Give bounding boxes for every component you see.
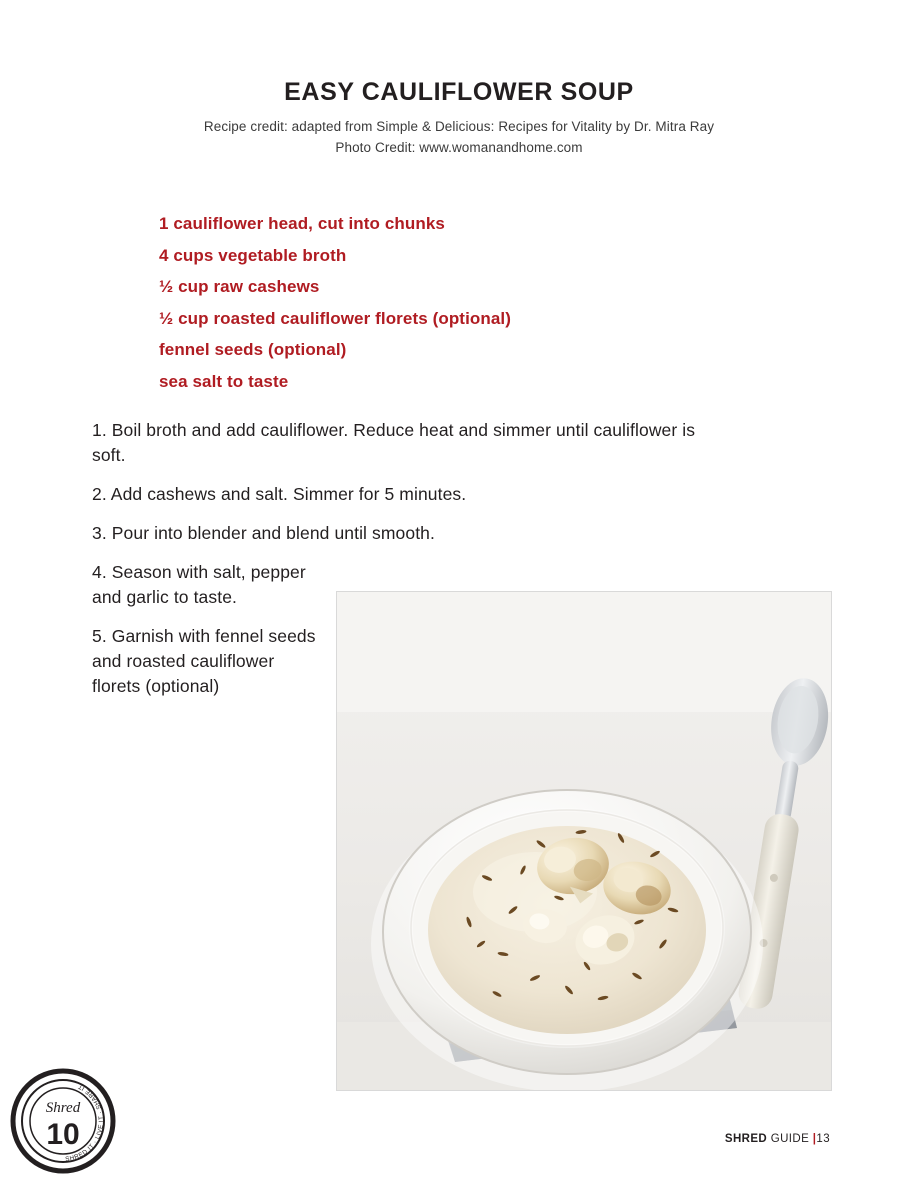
photo-credit: Photo Credit: www.womanandhome.com bbox=[335, 140, 583, 155]
ingredients-list bbox=[159, 208, 799, 397]
list-item: sea salt to taste bbox=[159, 371, 289, 391]
list-item: ½ cup roasted cauliflower florets (optional) bbox=[159, 308, 512, 328]
footer-separator: | bbox=[812, 1133, 817, 1145]
list-item: 3. Pour into blender and blend until smooth. bbox=[92, 523, 435, 543]
list-item: ½ cup raw cashews bbox=[159, 277, 320, 296]
list-item: 5. Garnish with fennel seeds and roasted cauliflower florets (optional) bbox=[92, 626, 316, 696]
list-item: 4. Season with salt, pepper and garlic to taste. bbox=[92, 562, 306, 607]
logo-number: 10 bbox=[46, 1118, 80, 1151]
page-title: EASY CAULIFLOWER SOUP bbox=[284, 78, 634, 106]
recipe-credit: Recipe credit: adapted from Simple & Delicious: Recipes for Vitality by Dr. Mitra Ray bbox=[203, 119, 715, 134]
list-item: 4 cups vegetable broth bbox=[159, 245, 347, 265]
shred-10-logo bbox=[10, 1068, 116, 1174]
list-item: 1 cauliflower head, cut into chunks bbox=[159, 214, 445, 233]
list-item: 2. Add cashews and salt. Simmer for 5 minutes. bbox=[92, 484, 467, 504]
page-footer bbox=[725, 1133, 830, 1145]
list-item: fennel seeds (optional) bbox=[159, 340, 347, 359]
logo-tagline: SHRED IT · LIVE IT · SHARE IT bbox=[64, 1082, 106, 1163]
page-number: 13 bbox=[816, 1133, 830, 1145]
logo-name: Shred bbox=[45, 1100, 81, 1116]
footer-guide: GUIDE bbox=[770, 1133, 810, 1145]
recipe-photo bbox=[336, 591, 832, 1091]
list-item: 1. Boil broth and add cauliflower. Reduce heat and simmer until cauliflower is soft. bbox=[92, 420, 696, 465]
footer-brand: SHRED bbox=[724, 1133, 768, 1145]
